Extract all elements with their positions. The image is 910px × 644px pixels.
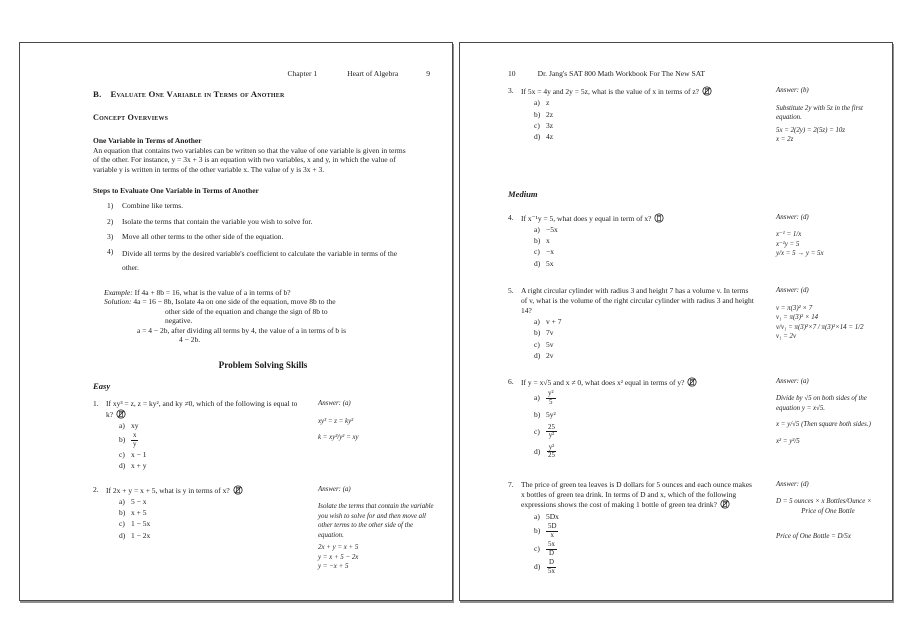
answer-line: x⁻¹y = 5 bbox=[776, 240, 800, 248]
option-text: 2v bbox=[546, 350, 554, 360]
question-main bbox=[521, 377, 776, 460]
option-text: xy bbox=[131, 421, 139, 431]
answer-column bbox=[776, 377, 880, 460]
option-text: z bbox=[546, 98, 550, 108]
fraction-numerator: x bbox=[133, 432, 137, 440]
question bbox=[508, 86, 880, 145]
solution-line bbox=[104, 297, 424, 307]
option-text: x − 1 bbox=[131, 449, 147, 459]
answer-line: v = π(3)² × 7 bbox=[776, 304, 813, 312]
option-label: c) bbox=[119, 519, 125, 529]
options-list bbox=[119, 421, 306, 471]
option-label: a) bbox=[119, 496, 125, 506]
no-calculator-icon bbox=[702, 86, 712, 96]
page-number: 10 bbox=[508, 69, 516, 78]
fraction-denominator: D bbox=[548, 549, 554, 557]
fraction-numerator: y² bbox=[548, 390, 554, 398]
answer-column bbox=[776, 86, 880, 145]
page-header bbox=[508, 69, 880, 78]
step-number: 3) bbox=[107, 231, 114, 241]
step-text: Divide all terms by the desired variable's coefficient to calculate the variable in terms of the other. bbox=[122, 248, 398, 272]
answer-line: x = y/√5 (Then square both sides.) bbox=[776, 421, 871, 429]
option-text: x + 5 bbox=[131, 508, 147, 518]
option-label: a) bbox=[119, 421, 125, 431]
option bbox=[119, 519, 306, 529]
option bbox=[534, 317, 756, 327]
step-item bbox=[107, 232, 413, 242]
option-label: a) bbox=[534, 224, 540, 234]
answer-label: Answer: (d) bbox=[776, 213, 809, 221]
option bbox=[534, 390, 756, 406]
question-text: If x⁻¹y = 5, what does y equal in term of x? bbox=[521, 213, 652, 223]
answer-line: y = −x + 5 bbox=[318, 563, 349, 571]
section-letter: B. bbox=[93, 89, 102, 99]
answer-column bbox=[776, 480, 880, 575]
options-list bbox=[534, 317, 756, 361]
answer-line: xy³ = z = ky² bbox=[318, 417, 354, 425]
option bbox=[534, 541, 756, 557]
question-text: If y = x√5 and x ≠ 0, what does x² equal in terms of y? bbox=[521, 377, 685, 387]
example-block bbox=[104, 288, 424, 346]
option bbox=[534, 225, 756, 235]
option-label: c) bbox=[534, 427, 540, 437]
option bbox=[534, 110, 756, 120]
option-label: d) bbox=[534, 562, 541, 572]
option-label: c) bbox=[534, 120, 540, 130]
option-label: b) bbox=[534, 109, 541, 119]
option-label: d) bbox=[119, 530, 126, 540]
question-number: 4. bbox=[508, 212, 514, 222]
concept-body: An equation that contains two variables can be written so that the value of one variable is given in terms of the other. For instance, y = 3x + 3 is an equation with two variables, x and y, in which the value of variable y is written in terms of the other variable x. The value of y is 3x + 3. bbox=[93, 145, 406, 174]
answer-line: v₁ = π(3)² × 14 bbox=[776, 314, 819, 322]
solution-text: 4a = 16 − 8b, Isolate 4a on one side of the equation, move 8b to the bbox=[133, 297, 336, 307]
concept-block bbox=[93, 136, 413, 174]
question bbox=[508, 213, 880, 269]
fraction-denominator: 25 bbox=[548, 452, 555, 460]
option bbox=[119, 531, 306, 541]
option-label: d) bbox=[534, 350, 541, 360]
option bbox=[534, 512, 756, 522]
step-item bbox=[107, 201, 413, 211]
option-fraction bbox=[546, 541, 557, 557]
option-text: −x bbox=[546, 247, 554, 257]
option bbox=[534, 444, 756, 460]
step-number: 4) bbox=[107, 246, 114, 256]
option bbox=[534, 259, 756, 269]
answer-column bbox=[776, 286, 880, 360]
option-label: c) bbox=[119, 449, 125, 459]
option bbox=[534, 236, 756, 246]
option bbox=[119, 432, 306, 448]
question bbox=[93, 485, 436, 572]
option bbox=[534, 351, 756, 361]
answer-line: 2x + y = x + 5 bbox=[318, 544, 359, 552]
section-title: Evaluate One Variable in Terms of Another bbox=[110, 89, 285, 99]
option-label: b) bbox=[534, 410, 541, 420]
option-label: b) bbox=[534, 526, 541, 536]
concept-title: One Variable in Terms of Another bbox=[93, 136, 202, 145]
option-label: a) bbox=[534, 98, 540, 108]
option-fraction bbox=[546, 523, 558, 539]
option bbox=[534, 98, 756, 108]
option-fraction bbox=[546, 390, 556, 406]
option-label: a) bbox=[534, 393, 540, 403]
option-label: c) bbox=[534, 339, 540, 349]
solution-line: negative. bbox=[165, 316, 193, 326]
option bbox=[534, 132, 756, 142]
option-fraction bbox=[546, 424, 557, 440]
question-text: If xy³ = z, z = ky², and ky ≠0, which of the following is equal to k? bbox=[106, 399, 298, 419]
question-text: A right circular cylinder with radius 3 and height 7 has a volume v. In terms of v, what is the volume of the right circular cylinder with radius 3 and height 14? bbox=[521, 286, 754, 315]
option-label: b) bbox=[119, 435, 126, 445]
question bbox=[508, 377, 880, 460]
option-label: c) bbox=[534, 544, 540, 554]
option bbox=[534, 328, 756, 338]
option-label: d) bbox=[534, 446, 541, 456]
concept-overviews-heading: Concept Overviews bbox=[93, 113, 169, 122]
option-label: b) bbox=[534, 328, 541, 338]
option-label: b) bbox=[534, 236, 541, 246]
question-number: 1. bbox=[93, 399, 99, 409]
no-calculator-icon bbox=[720, 499, 730, 509]
question-number: 6. bbox=[508, 376, 514, 386]
option-text: 5 − x bbox=[131, 496, 147, 506]
step-number: 1) bbox=[107, 201, 114, 211]
fraction-denominator: 5x bbox=[548, 567, 555, 575]
question-main bbox=[521, 286, 776, 360]
steps-block bbox=[93, 186, 413, 274]
question-number: 7. bbox=[508, 479, 514, 489]
calculator-icon bbox=[654, 213, 664, 223]
answer-line: y = x + 5 − 2x bbox=[318, 553, 359, 561]
option-label: b) bbox=[119, 508, 126, 518]
answer-column bbox=[776, 213, 880, 269]
question bbox=[508, 480, 880, 575]
answer-label: Answer: (d) bbox=[776, 287, 809, 295]
option-text: x bbox=[546, 236, 550, 246]
option bbox=[534, 410, 756, 420]
answer-line: v/v₁ = π(3)²×7 / π(3)²×14 = 1/2 bbox=[776, 323, 864, 331]
option bbox=[534, 523, 756, 539]
fraction-numerator: 5D bbox=[548, 523, 557, 531]
no-calculator-icon bbox=[687, 377, 697, 387]
answer-column bbox=[318, 399, 436, 471]
question-number: 5. bbox=[508, 286, 514, 296]
fraction-numerator: 25 bbox=[548, 423, 555, 431]
left-page bbox=[19, 42, 453, 601]
answer-label: Answer: (a) bbox=[318, 485, 351, 493]
question-main bbox=[521, 480, 776, 575]
option bbox=[119, 461, 306, 471]
step-text: Combine like terms. bbox=[122, 201, 184, 211]
question-number: 2. bbox=[93, 484, 99, 494]
answer-note: Substitute 2y with 5z in the first equation. bbox=[776, 104, 863, 122]
option-text: 7v bbox=[546, 328, 554, 338]
option bbox=[534, 121, 756, 131]
question-text: If 5x = 4y and 2y = 5z, what is the value of x in terms of z? bbox=[521, 87, 699, 96]
solution-line: 4 − 2b. bbox=[179, 335, 201, 345]
answer-line: x² = y²/5 bbox=[776, 437, 800, 445]
question-text: If 2x + y = x + 5, what is y in terms of x? bbox=[106, 485, 230, 495]
option-text: 1 − 5x bbox=[131, 519, 151, 529]
option-label: a) bbox=[534, 511, 540, 521]
no-calculator-icon bbox=[116, 409, 126, 419]
option-text: 4z bbox=[546, 132, 554, 141]
example-line bbox=[104, 288, 424, 298]
example-label: Example: bbox=[104, 287, 133, 297]
solution-line: a = 4 − 2b, after dividing all terms by 4, the value of a in terms of b is bbox=[137, 325, 347, 335]
question-main bbox=[521, 213, 776, 269]
answer-column bbox=[318, 485, 436, 572]
option bbox=[534, 340, 756, 350]
no-calculator-icon bbox=[233, 485, 243, 495]
answer-line: x⁻¹ = 1/x bbox=[776, 231, 802, 239]
fraction-numerator: y² bbox=[548, 443, 555, 451]
option bbox=[534, 559, 756, 575]
option bbox=[119, 450, 306, 460]
answer-line: 5x = 2(2y) = 2(5z) = 10z bbox=[776, 126, 846, 134]
option-text: v + 7 bbox=[546, 317, 562, 327]
answer-line: k = xy³/y² = xy bbox=[318, 434, 359, 442]
answer-label: Answer: (a) bbox=[776, 377, 809, 385]
option-label: d) bbox=[534, 258, 541, 268]
fraction-denominator: x bbox=[550, 531, 554, 539]
question-main bbox=[106, 485, 318, 572]
answer-line: Price of One Bottle = D/5x bbox=[776, 533, 851, 541]
answer-note: Divide by √5 on both sides of the equation y = x√5. bbox=[776, 395, 867, 412]
answer-line: v₁ = 2v bbox=[776, 333, 797, 341]
option-text: −5x bbox=[546, 224, 558, 234]
option-text: 5x bbox=[546, 258, 554, 268]
solution-line: other side of the equation and change the sign of 8b to bbox=[165, 306, 328, 316]
option-label: c) bbox=[534, 247, 540, 257]
section-heading bbox=[93, 89, 436, 99]
difficulty-medium-heading: Medium bbox=[508, 188, 538, 199]
question-text: The price of green tea leaves is D dollars for 5 ounces and each ounce makes x bottles of green tea drink. In terms of D and x, which of the following expressions shows the cost of making 1 bottle of green tea drink? bbox=[521, 479, 752, 510]
option bbox=[534, 424, 756, 440]
question bbox=[508, 286, 880, 360]
steps-title: Steps to Evaluate One Variable in Terms of Another bbox=[93, 186, 259, 196]
options-list bbox=[119, 497, 306, 541]
answer-line: x = 2z bbox=[776, 136, 794, 144]
fraction-denominator: 5 bbox=[549, 398, 553, 406]
right-page bbox=[459, 42, 893, 601]
page-number: 9 bbox=[426, 69, 430, 78]
option-text: x + y bbox=[131, 460, 147, 470]
answer-note: Isolate the terms that contain the variable you wish to solve for and then move all other terms to the other side of the equation. bbox=[318, 503, 434, 539]
question-main bbox=[106, 399, 318, 471]
problem-solving-skills-heading: Problem Solving Skills bbox=[218, 360, 308, 371]
option bbox=[119, 421, 306, 431]
option-fraction bbox=[546, 444, 557, 460]
step-item bbox=[107, 217, 413, 227]
fraction-numerator: D bbox=[548, 559, 554, 567]
option-text: 5y² bbox=[546, 410, 556, 420]
difficulty-easy-heading: Easy bbox=[93, 381, 111, 392]
option-label: d) bbox=[534, 132, 541, 141]
option-text: 3z bbox=[546, 120, 554, 130]
question-number: 3. bbox=[508, 86, 514, 95]
option-fraction bbox=[131, 432, 138, 448]
question-main bbox=[521, 86, 776, 145]
step-item bbox=[107, 247, 413, 275]
option-label: d) bbox=[119, 460, 126, 470]
answer-line: Price of One Bottle bbox=[801, 507, 855, 515]
solution-label: Solution: bbox=[104, 297, 132, 307]
answer-label: Answer: (a) bbox=[318, 400, 351, 408]
option-text: 5v bbox=[546, 339, 554, 349]
step-text: Isolate the terms that contain the variable you wish to solve for. bbox=[122, 216, 313, 226]
answer-line: D = 5 ounces × x Bottles/Ounce × bbox=[776, 498, 872, 506]
book-title: Dr. Jang's SAT 800 Math Workbook For The New SAT bbox=[537, 69, 705, 78]
option bbox=[534, 247, 756, 257]
options-list bbox=[534, 512, 756, 575]
fraction-denominator: y bbox=[133, 440, 137, 448]
option-text: 5Dx bbox=[546, 511, 559, 521]
step-number: 2) bbox=[107, 216, 114, 226]
options-list bbox=[534, 98, 756, 142]
answer-line: y/x = 5 → y = 5x bbox=[776, 250, 824, 258]
options-list bbox=[534, 225, 756, 269]
option-text: 1 − 2x bbox=[131, 530, 151, 540]
answer-label: Answer: (b) bbox=[776, 87, 809, 94]
option bbox=[119, 497, 306, 507]
fraction-numerator: 5x bbox=[548, 541, 555, 549]
example-text: If 4a + 8b = 16, what is the value of a in terms of b? bbox=[134, 287, 291, 297]
option-label: a) bbox=[534, 317, 540, 327]
option-fraction bbox=[546, 559, 557, 575]
answer-label: Answer: (d) bbox=[776, 480, 809, 488]
option bbox=[119, 508, 306, 518]
step-text: Move all other terms to the other side of the equation. bbox=[122, 231, 284, 241]
options-list bbox=[534, 390, 756, 459]
question bbox=[93, 399, 436, 471]
page-header bbox=[93, 69, 436, 78]
fraction-denominator: y² bbox=[548, 432, 555, 440]
option-text: 2z bbox=[546, 109, 554, 119]
chapter-label: Chapter 1 bbox=[287, 69, 318, 78]
chapter-title: Heart of Algebra bbox=[347, 69, 399, 78]
